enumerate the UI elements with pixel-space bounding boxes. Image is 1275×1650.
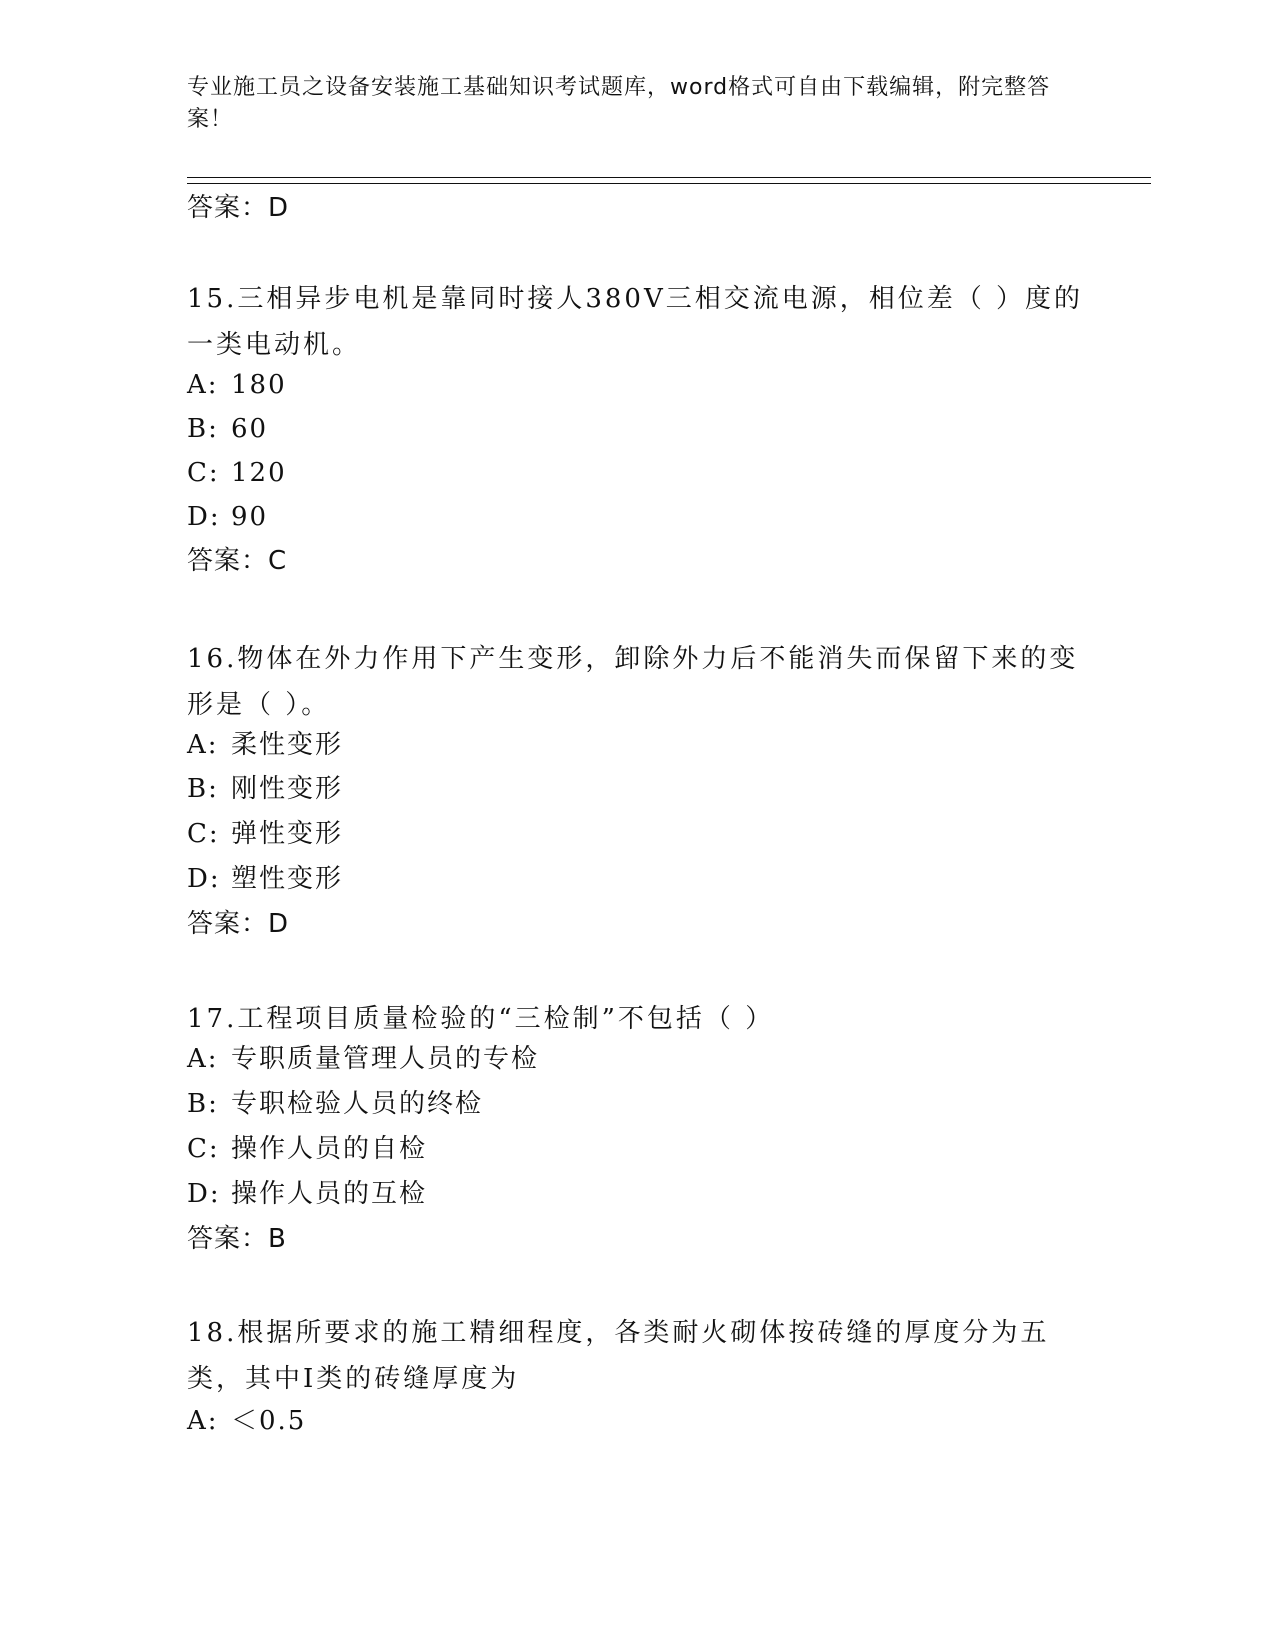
option-c: C: 操作人员的自检: [187, 1134, 428, 1164]
question-stem-18: 18.根据所要求的施工精细程度，各类耐火砌体按砖缝的厚度分为五类，其中Ⅰ类的砖缝厚度为: [187, 1318, 1050, 1394]
option-c: C: 弹性变形: [187, 819, 344, 849]
answer-line: 答案：D: [187, 193, 290, 223]
header-rule-bottom: [187, 183, 1151, 184]
answer-line: 答案：D: [187, 909, 290, 939]
option-b: B: 刚性变形: [187, 774, 344, 804]
question-stem-15: 15.三相异步电机是靠同时接人380V三相交流电源，相位差（ ）度的一类电动机。: [187, 284, 1084, 360]
header-rule-top: [187, 177, 1151, 178]
option-a: A: 专职质量管理人员的专检: [187, 1044, 540, 1074]
question-stem-17: 17.工程项目质量检验的“三检制”不包括（ ）: [187, 1004, 775, 1034]
option-a: A: 柔性变形: [187, 730, 344, 760]
option-a: A: 180: [187, 370, 287, 400]
option-b: B: 60: [187, 414, 269, 444]
answer-line: 答案：B: [187, 1224, 287, 1254]
document-header: 专业施工员之设备安装施工基础知识考试题库，word格式可自由下载编辑，附完整答案！: [187, 75, 1051, 132]
option-d: D: 90: [187, 502, 269, 532]
option-b: B: 专职检验人员的终检: [187, 1089, 484, 1119]
option-c: C: 120: [187, 458, 287, 488]
answer-line: 答案：C: [187, 546, 288, 576]
question-stem-16: 16.物体在外力作用下产生变形，卸除外力后不能消失而保留下来的变形是（ ）。: [187, 644, 1079, 720]
option-d: D: 塑性变形: [187, 864, 344, 894]
option-d: D: 操作人员的互检: [187, 1179, 428, 1209]
option-a: A: ＜0.5: [187, 1406, 307, 1436]
